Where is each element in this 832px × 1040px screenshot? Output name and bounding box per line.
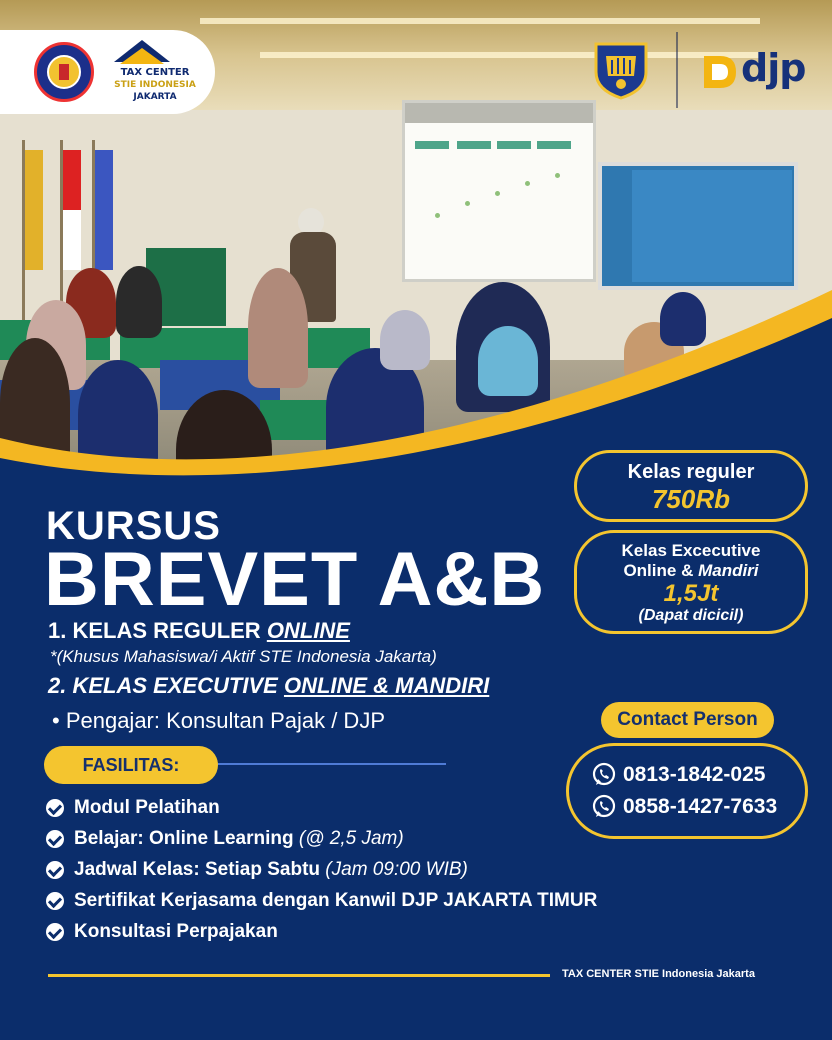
fasilitas-divider (218, 763, 446, 765)
kemenkeu-logo (590, 38, 652, 100)
check-circle-icon (46, 861, 64, 879)
brevet-title: BREVET A&B (44, 537, 546, 622)
kursus-heading: KURSUS (46, 504, 221, 548)
tax-center-logo-text: TAX CENTER STIE INDONESIA JAKARTA (114, 67, 196, 102)
contact-box (566, 743, 808, 839)
facility-item: Jadwal Kelas: Setiap Sabtu (Jam 09:00 WIB) (46, 854, 746, 885)
fasilitas-badge: FASILITAS: (44, 746, 218, 784)
stie-seal-logo (34, 42, 94, 102)
check-circle-icon (46, 830, 64, 848)
facility-item: Konsultasi Perpajakan (46, 916, 746, 947)
phone-number: 0813-1842-025 (623, 763, 766, 786)
price-regular-box: Kelas reguler 750Rb (574, 450, 808, 522)
phone-link-1[interactable] (591, 762, 765, 788)
footer-line (48, 974, 550, 977)
phone-number: 0858-1427-7633 (623, 795, 778, 818)
footer-text: TAX CENTER STIE Indonesia Jakarta (562, 968, 755, 980)
phone-link-2[interactable] (591, 794, 777, 820)
facility-item: Belajar: Online Learning (@ 2,5 Jam) (46, 823, 746, 854)
whatsapp-icon (591, 794, 617, 820)
whatsapp-icon (591, 762, 617, 788)
pengajar-text: • Pengajar: Konsultan Pajak / DJP (52, 708, 385, 733)
check-circle-icon (46, 799, 64, 817)
price-executive-box: Kelas Excecutive Online & Mandiri 1,5Jt (Dapat dicicil) (574, 530, 808, 634)
logo-divider (676, 32, 678, 108)
class-item-executive: 2. KELAS EXECUTIVE ONLINE & MANDIRI (48, 673, 490, 698)
facility-item: Sertifikat Kerjasama dengan Kanwil DJP JAKARTA TIMUR (46, 885, 746, 916)
check-circle-icon (46, 923, 64, 941)
class-item-regular: 1. KELAS REGULER ONLINE (48, 618, 350, 643)
contact-person-badge: Contact Person (601, 702, 774, 738)
facility-item: Modul Pelatihan (46, 792, 746, 823)
class-item-regular-note: *(Khusus Mahasiswa/i Aktif STE Indonesia Jakarta) (50, 647, 437, 666)
check-circle-icon (46, 892, 64, 910)
djp-logo-text: djp (741, 46, 806, 90)
